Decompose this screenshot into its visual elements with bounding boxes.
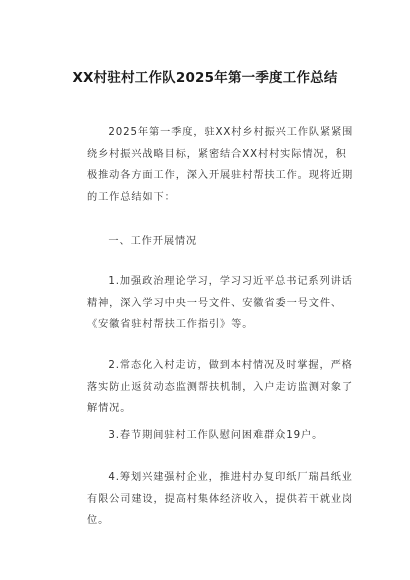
item-1-paragraph: 1.加强政治理论学习，学习习近平总书记系列讲话精神，深入学习中央一号文件、安徽省委一号文件、《安徽省驻村帮扶工作指引》等。	[87, 276, 353, 330]
item-4-paragraph: 4.筹划兴建强村企业，推进村办复印纸厂瑞昌纸业有限公司建设，提高村集体经济收入，提供若干就业岗位。	[87, 472, 354, 526]
item-3-paragraph: 3.春节期间驻村工作队慰问困难群众19户。	[108, 430, 324, 441]
section-heading: 一、工作开展情况	[108, 236, 198, 247]
document-title: XX村驻村工作队2025年第一季度工作总结	[72, 70, 338, 86]
item-2-paragraph: 2.常态化入村走访，做到本村情况及时掌握，严格落实防止返贫动态监测帮扶机制，入户走访监测对象了解情况。	[87, 360, 354, 414]
intro-paragraph: 2025年第一季度，驻XX村乡村振兴工作队紧紧围绕乡村振兴战略目标，紧密结合XX村村实际情况，积极推动各方面工作，深入开展驻村帮扶工作。现将近期的工作总结如下：	[87, 127, 354, 203]
